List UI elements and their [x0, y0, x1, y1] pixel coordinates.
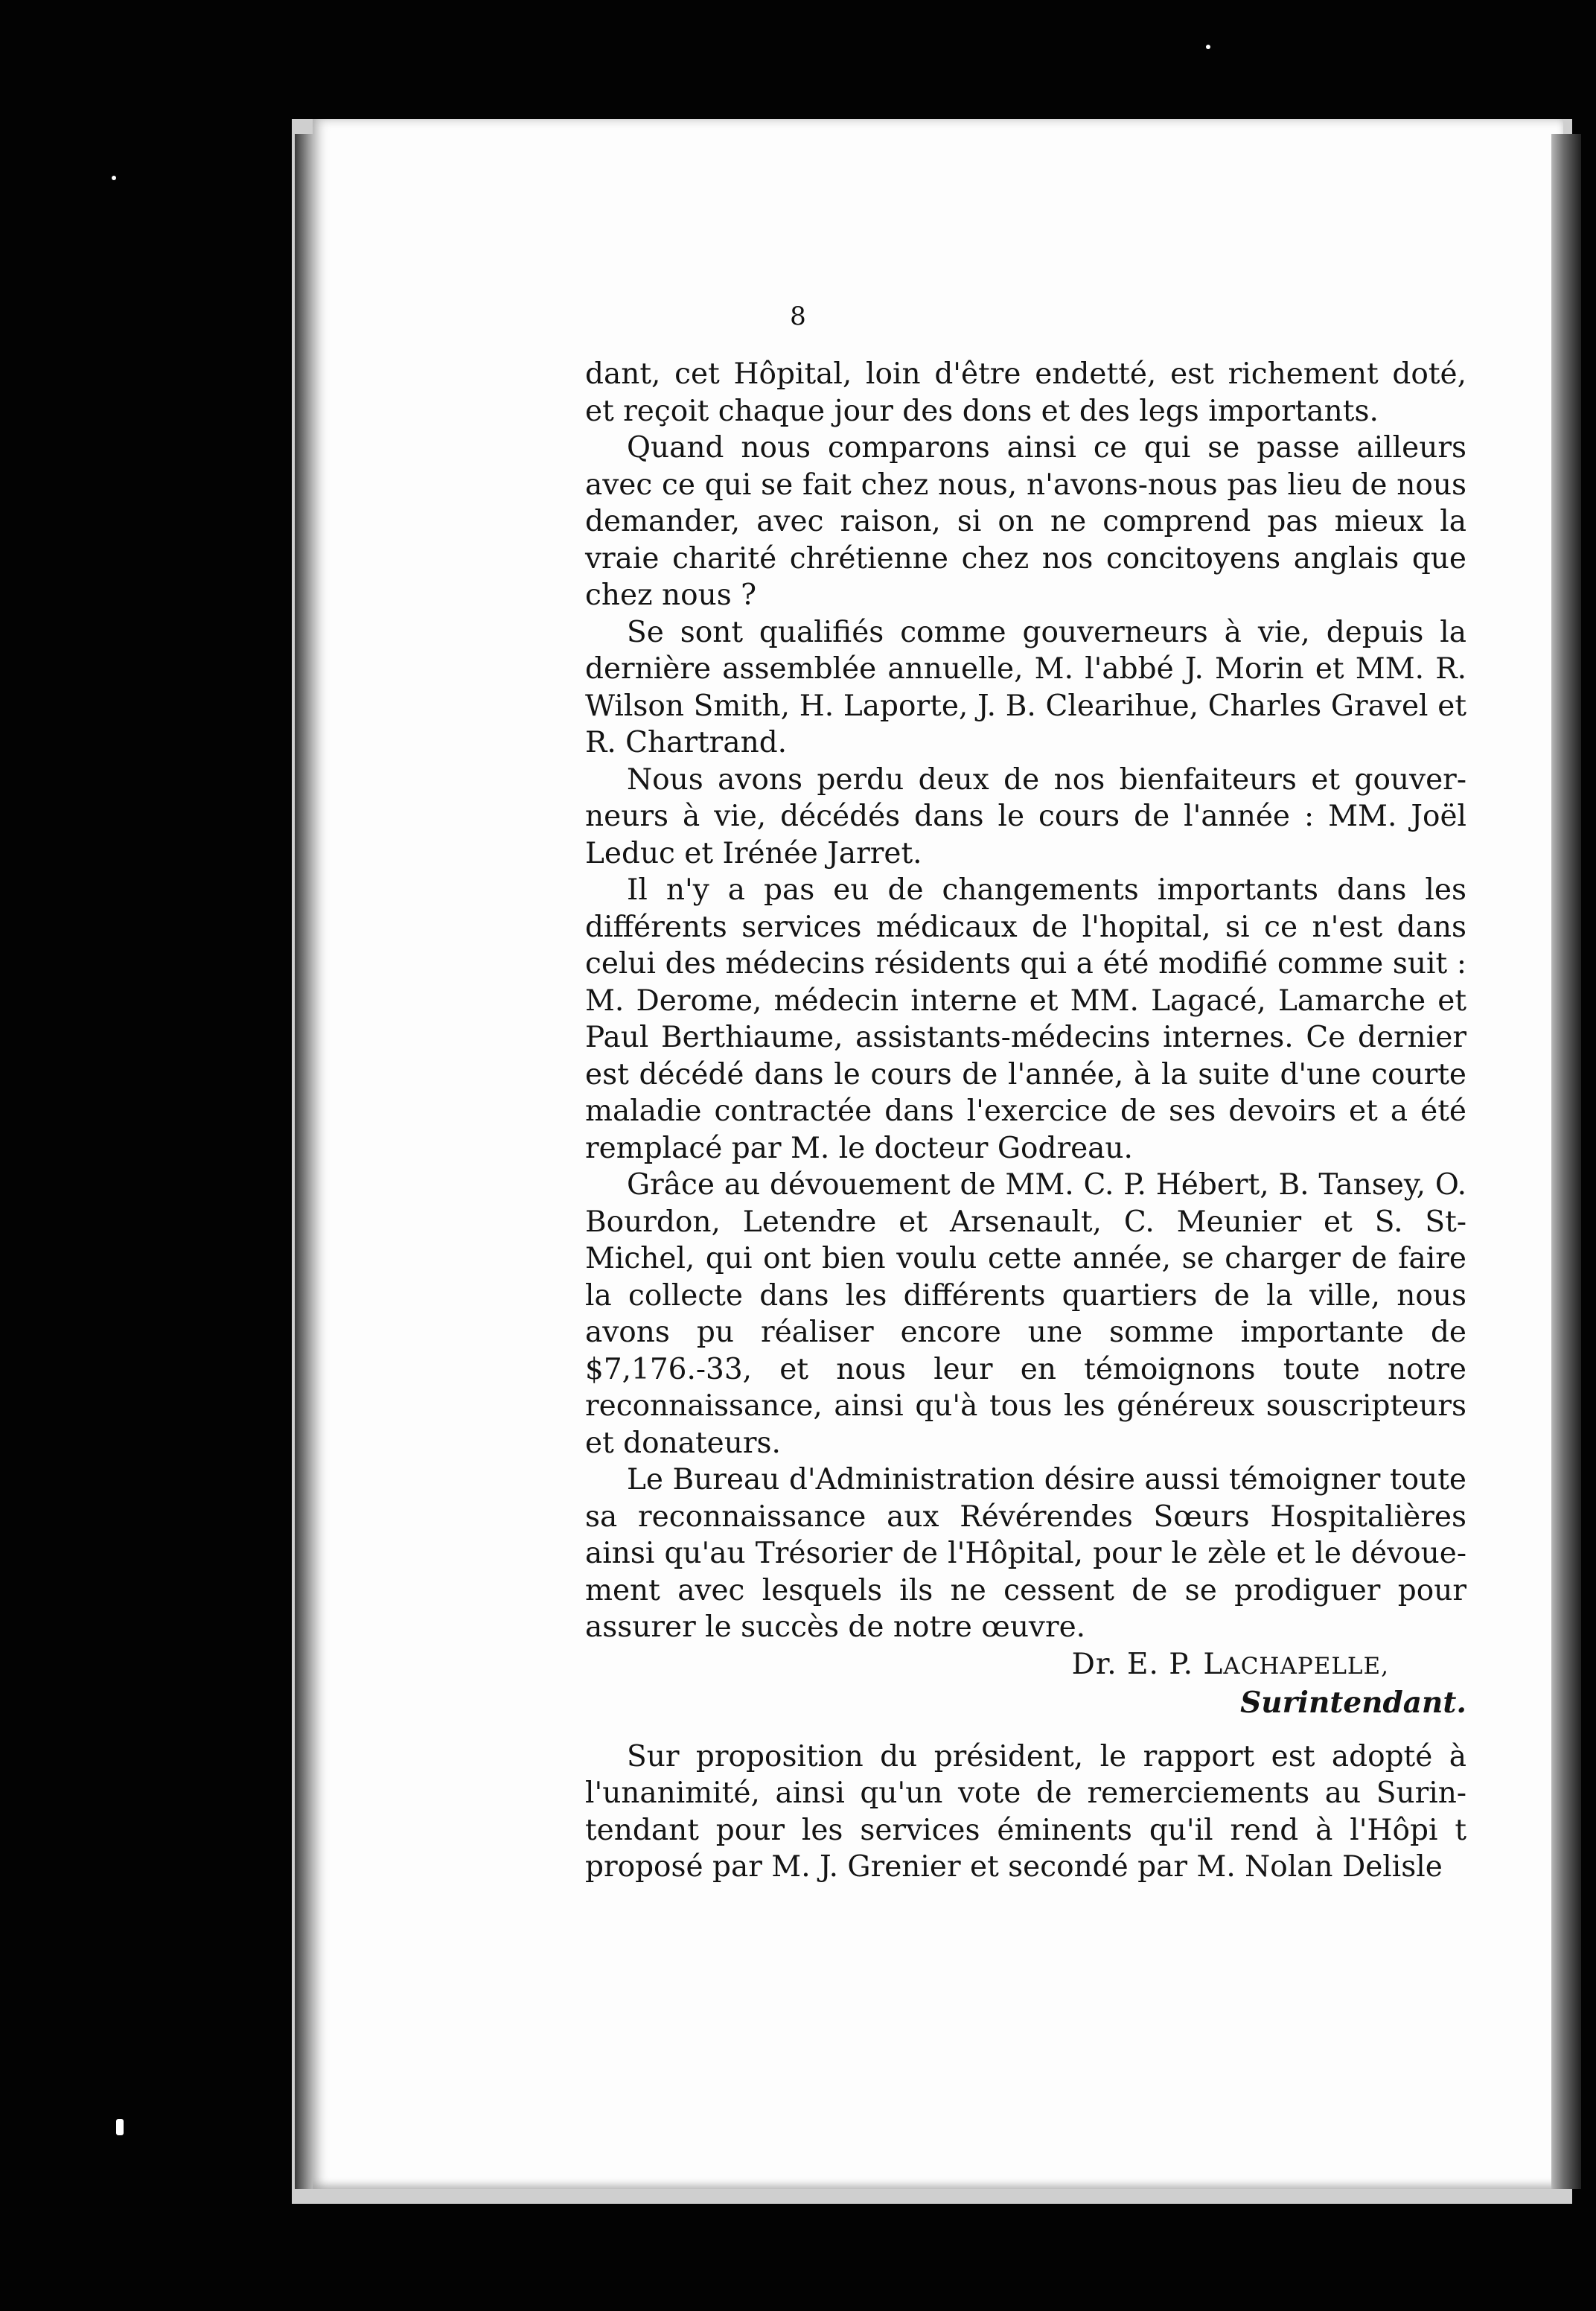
closing-paragraph: Sur proposition du président, le rapport est adopté à l'unanimité, ainsi qu'un vote de remerciements au Surintendant pour les services éminents qu'il rend à l'Hôpi t proposé par M. J. Grenier et secondé par M. Nolan Delisle [585, 1739, 1466, 1884]
page-fore-edge [1551, 134, 1581, 2189]
document-body [585, 356, 1466, 1886]
signature-name-prefix: Dr. E. P. L [1071, 1647, 1224, 1681]
paragraph: Se sont qualifiés comme gouverneurs à vie, depuis la dernière assemblée annuelle, M. l'abbé J. Morin et MM. R. Wilson Smith, H. Laporte, J. B. Clearihue, Charles Gravel et R. Chartrand. [585, 615, 1466, 759]
page-number: 8 [790, 302, 806, 331]
scan-speck [116, 2119, 124, 2135]
paragraph: Le Bureau d'Administration désire aussi témoigner toute sa reconnaissance aux Révérendes Sœurs Hospitalières ainsi qu'au Trésorier de l'Hôpital, pour le zèle et le dévouement avec lesquels ils ne cessent de se prodiguer pour assurer le succès de notre œuvre. [585, 1463, 1466, 1644]
signature-name [585, 1646, 1466, 1686]
signature-title: Surintendant. [1240, 1686, 1466, 1720]
paragraph: Grâce au dévouement de MM. C. P. Hébert, B. Tansey, O. Bourdon, Letendre et Arsenault, C. Meunier et S. St-Michel, qui ont bien voulu cette année, se charger de faire la collecte dans les différents quartiers de la ville, nous avons pu réaliser encore une somme importante de $7,176.-33, et nous leur en témoignons toute notre reconnaissance, ainsi qu'à tous les généreux souscripteurs et donateurs. [585, 1168, 1466, 1460]
paragraph: dant, cet Hôpital, loin d'être endetté, est richement doté, et reçoit chaque jour des dons et des legs importants. [585, 357, 1466, 428]
paragraph: Nous avons perdu deux de nos bienfaiteurs et gouverneurs à vie, décédés dans le cours de l'année : MM. Joël Leduc et Irénée Jarret. [585, 762, 1466, 870]
paragraph: Il n'y a pas eu de changements importants dans les différents services médicaux de l'hopital, si ce n'est dans celui des médecins résidents qui a été modifié comme suit : M. Derome, médecin interne et MM. Lagacé, Lamarche et Paul Berthiaume, assistants-médecins internes. Ce dernier est décédé dans le cours de l'année, à la suite d'une courte maladie contractée dans l'exercice de ses devoirs et a été remplacé par M. le docteur Godreau. [585, 873, 1466, 1165]
paragraph: Quand nous comparons ainsi ce qui se passe ailleurs avec ce qui se fait chez nous, n'avons-nous pas lieu de nous demander, avec raison, si on ne comprend pas mieux la vraie charité chrétienne chez nos concitoyens anglais que chez nous ? [585, 431, 1466, 612]
scan-speck [1206, 45, 1210, 49]
signature-name-rest: ACHAPELLE, [1223, 1652, 1389, 1680]
scan-speck [112, 176, 116, 180]
